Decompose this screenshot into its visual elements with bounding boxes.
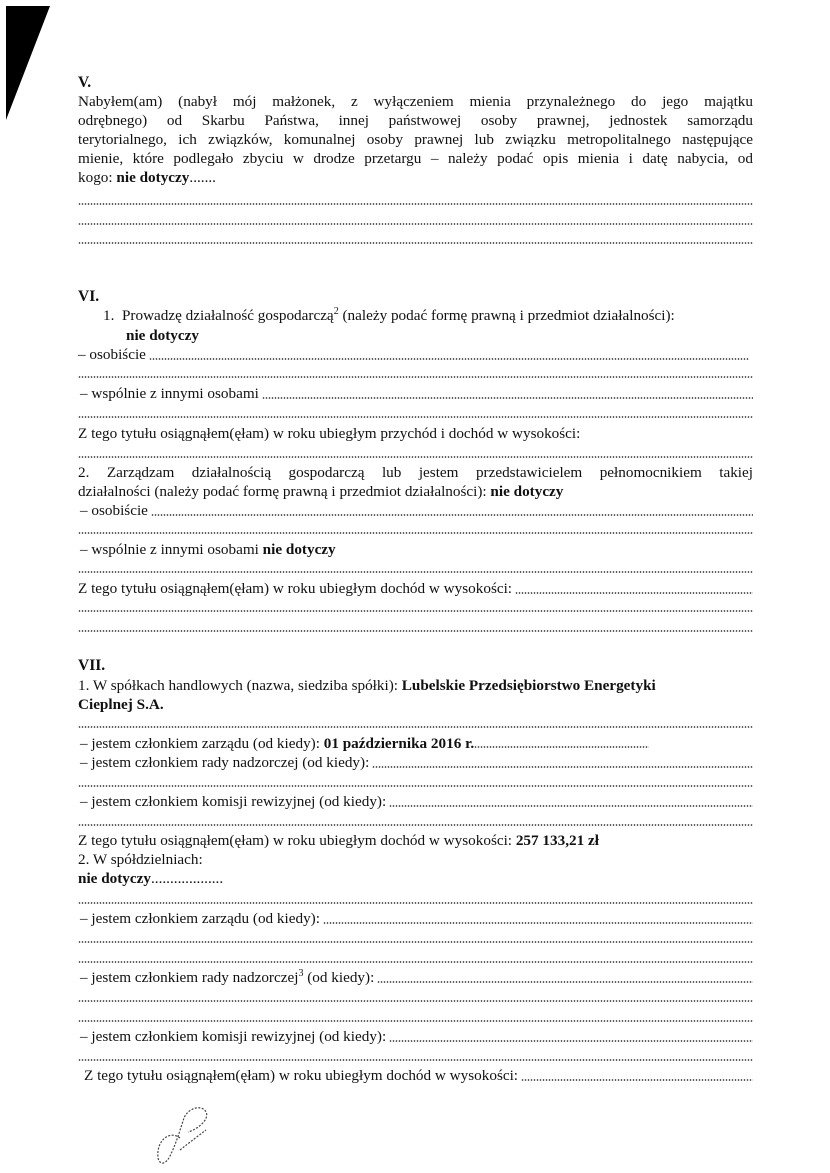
scan-edge-mark (0, 0, 60, 130)
fill-dots (262, 397, 753, 399)
fill-dots (149, 358, 749, 360)
section-vii-heading: VII. (78, 657, 106, 674)
vii-item2-answer-line (78, 869, 753, 888)
item1-jointly-row (78, 384, 753, 403)
blank-line (78, 532, 753, 534)
fill-dots (389, 1040, 753, 1042)
jointly-label: – wspólnie z innymi osobami (80, 541, 263, 558)
item-number: 1. (103, 307, 115, 324)
section-v-answer: nie dotyczy (116, 169, 190, 186)
vii-item1-company-line2 (78, 695, 753, 714)
jointly-label: – wspólnie z innymi osobami (80, 385, 259, 402)
vii2-audit-row (78, 1027, 753, 1046)
fill-dots (515, 592, 753, 594)
audit-label: – jestem członkiem komisji rewizyjnej (od kiedy): (80, 793, 387, 810)
fill-dots (372, 766, 753, 768)
item2-text-line2 (78, 482, 753, 501)
item1-personally-row (78, 345, 753, 364)
section-v-heading: V. (78, 74, 92, 91)
personally-label: – osobiście (80, 502, 148, 519)
item2-prefix: działalności (należy podać formę prawną i przedmiot działalności): (78, 483, 491, 500)
blank-line (78, 571, 753, 573)
blank-line (78, 456, 753, 458)
item1-income-label: Z tego tytułu osiągnąłem(ęłam) w roku ubiegłym przychód i dochód w wysokości: (78, 425, 581, 442)
blank-line (78, 785, 753, 787)
fill-dots (323, 922, 753, 924)
item2-text-line: 2. Zarządzam działalnością gospodarczą lub jestem przedstawicielem pełnomocnikiem takiej (78, 464, 753, 481)
signature (150, 1100, 220, 1170)
item1-text-after: (należy podać formę prawną i przedmiot działalności): (338, 307, 675, 324)
footnote-ref: 3 (298, 968, 304, 979)
item2-answer: nie dotyczy (490, 483, 564, 500)
blank-line (78, 902, 753, 904)
section-v-text-line: Nabyłem(am) (nabył mój małżonek, z wyłączeniem mienia przynależnego do jego majątku (78, 93, 753, 110)
blank-line (78, 1020, 753, 1022)
fill-dots (389, 805, 753, 807)
blank-line (78, 376, 753, 378)
blank-line (78, 1059, 753, 1061)
item1-answer: nie dotyczy (126, 327, 199, 344)
supervisory-after: (od kiedy): (303, 969, 375, 986)
vii-item1-label: 1. W spółkach handlowych (nazwa, siedziba spółki): (78, 677, 402, 694)
company-name: Lubelskie Przedsiębiorstwo Energetyki (401, 677, 656, 694)
income-label: Z tego tytułu osiągnąłem(ęłam) w roku ubiegłym dochód w wysokości: (78, 832, 516, 849)
section-v-answer-line (78, 168, 753, 187)
audit-label: – jestem członkiem komisji rewizyjnej (od kiedy): (80, 1028, 387, 1045)
fill-dots (151, 514, 753, 516)
vii2-income-row (78, 1066, 753, 1085)
fill-dots (377, 981, 753, 983)
answer-suffix: ................... (150, 870, 224, 887)
item1-text: Prowadzę działalność gospodarczą (121, 307, 334, 324)
item2-jointly-row (78, 540, 753, 559)
vii-supervisory-row (78, 753, 753, 772)
section-vi-item1-answer (126, 326, 801, 345)
section-vi-heading: VI. (78, 288, 100, 305)
blank-line (78, 610, 753, 612)
fill-dots (521, 1079, 753, 1081)
supervisory-label: – jestem członkiem rady nadzorczej (od kiedy): (80, 754, 370, 771)
section-v-answer-suffix: ....... (189, 169, 216, 186)
vii-item1-label-line (78, 676, 753, 695)
blank-line (78, 726, 753, 728)
blank-line (78, 961, 753, 963)
item2-income-row (78, 579, 753, 598)
blank-line (78, 824, 753, 826)
footnote-ref: 2 (333, 306, 339, 317)
blank-line (78, 941, 753, 943)
supervisory-label (78, 968, 374, 987)
supervisory-text: – jestem członkiem rady nadzorczej (80, 969, 299, 986)
board-label: – jestem członkiem zarządu (od kiedy): (80, 910, 320, 927)
blank-line (78, 242, 753, 244)
personally-label: – osobiście (78, 346, 146, 363)
income-label: Z tego tytułu osiągnąłem(ęłam) w roku ubiegłym dochód w wysokości: (84, 1067, 519, 1084)
vii-board-row (78, 734, 753, 753)
income-label: Z tego tytułu osiągnąłem(ęłam) w roku ubiegłym dochód w wysokości: (78, 580, 513, 597)
board-label: – jestem członkiem zarządu (od kiedy): (80, 735, 324, 752)
blank-line (78, 416, 753, 418)
blank-line (78, 630, 753, 632)
company-name-cont: Cieplnej S.A. (78, 696, 164, 713)
section-v-prefix: kogo: (78, 169, 117, 186)
section-v-text-line: terytorialnego, ich związków, komunalnej osoby prawnej lub związku metropolitalnego następujące (78, 131, 753, 148)
vii-audit-row (78, 792, 753, 811)
vii-income-row (78, 831, 753, 850)
vii-item2-label: 2. W spółdzielniach: (78, 851, 203, 868)
income-value: 257 133,21 zł (515, 832, 599, 849)
jointly-answer: nie dotyczy (262, 541, 336, 558)
blank-line (78, 1000, 753, 1002)
blank-line (78, 223, 753, 225)
vii2-supervisory-row (78, 968, 753, 987)
fill-dots (474, 746, 649, 748)
blank-line (78, 203, 753, 205)
board-date: 01 października 2016 r. (323, 735, 475, 752)
vii-item2-answer: nie dotyczy (78, 870, 151, 887)
vii2-board-row (78, 909, 753, 928)
item2-personally-row (78, 501, 753, 520)
section-vi-item1-text (103, 306, 753, 325)
section-v-text-line: mienie, które podlegało zbyciu w drodze przetargu – należy podać opis mienia i datę nabycia, od (78, 150, 753, 167)
section-v-text-line: odrębnego) od Skarbu Państwa, innej państwowej osoby prawnej, jednostek samorządu (78, 112, 753, 129)
